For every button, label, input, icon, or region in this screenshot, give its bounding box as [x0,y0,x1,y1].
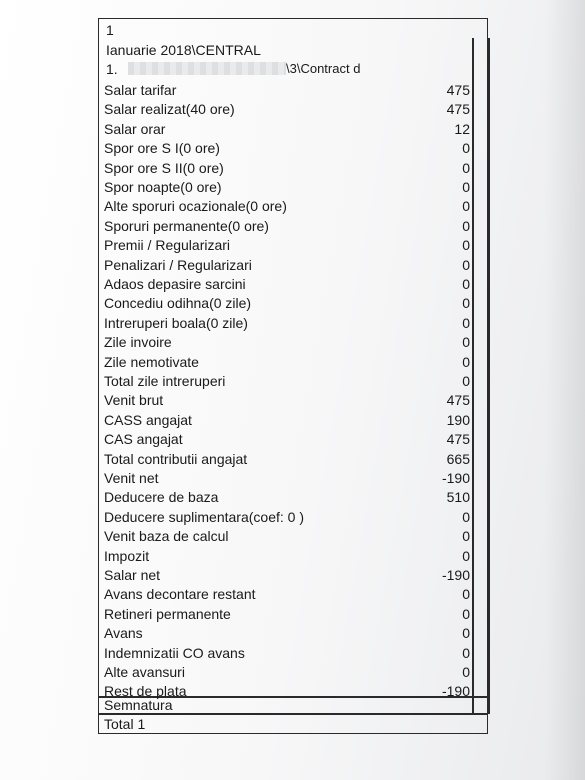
row-label: Avans [104,625,143,641]
row-value: 0 [462,237,470,253]
row-value: 190 [446,412,470,428]
row-value: -190 [441,567,470,583]
row-label: Alte sporuri ocazionale(0 ore) [104,198,287,214]
row-label: Salar orar [104,121,166,137]
row-value: 0 [462,509,470,525]
row-label: Spor ore S II(0 ore) [104,160,224,176]
row-label: CASS angajat [104,412,192,428]
row-value: 475 [446,101,470,117]
row-value: 475 [446,431,470,447]
row-label: Rest de plata [104,683,187,699]
row-value: 0 [462,528,470,544]
row-label: Concediu odihna(0 zile) [104,295,252,311]
row-label: Salar realizat(40 ore) [104,101,235,117]
row-value: -190 [441,683,470,699]
page-number: 1 [106,22,114,38]
row-value: 0 [462,664,470,680]
signature-label: Semnatura [104,697,173,713]
row-label: CAS angajat [104,431,183,447]
employee-prefix: 1. [106,61,118,77]
row-label: Deducere de baza [104,489,219,505]
row-value: 0 [462,625,470,641]
row-value: 0 [462,548,470,564]
row-label: Sporuri permanente(0 ore) [104,218,269,234]
row-value: 0 [462,315,470,331]
row-label: Impozit [104,548,150,564]
row-label: Deducere suplimentara(coef: 0 ) [104,509,304,525]
row-value: 0 [462,354,470,370]
row-label: Venit baza de calcul [104,528,229,544]
contract-reference: \3\Contract d [286,61,361,76]
row-value: 0 [462,257,470,273]
row-value: 0 [462,295,470,311]
row-value: 0 [462,218,470,234]
row-label: Adaos depasire sarcini [104,276,246,292]
row-label: Indemnizatii CO avans [104,645,245,661]
row-label: Intreruperi boala(0 zile) [104,315,248,331]
row-value: 0 [462,179,470,195]
row-label: Alte avansuri [104,664,185,680]
row-label: Venit brut [104,392,164,408]
row-value: 0 [462,140,470,156]
row-value: 0 [462,645,470,661]
row-label: Spor noapte(0 ore) [104,179,222,195]
row-label: Total contributii angajat [104,451,248,467]
row-value: -190 [441,470,470,486]
row-label: Spor ore S I(0 ore) [104,140,220,156]
row-value: 0 [462,373,470,389]
row-value: 510 [446,489,470,505]
row-label: Salar net [104,567,161,583]
row-value: 475 [446,392,470,408]
total-label: Total 1 [104,716,146,732]
paper-edge-shadow [545,0,585,780]
row-value: 0 [462,586,470,602]
row-label: Zile invoire [104,334,172,350]
row-label: Penalizari / Regularizari [104,257,252,273]
row-value: 0 [462,334,470,350]
row-label: Salar tarifar [104,82,177,98]
row-value: 665 [446,451,470,467]
value-column-divider [472,38,474,714]
row-value: 0 [462,276,470,292]
row-value: 0 [462,606,470,622]
row-label: Premii / Regularizari [104,237,231,253]
row-label: Total zile intreruperi [104,373,226,389]
row-label: Avans decontare restant [104,586,256,602]
row-value: 475 [446,82,470,98]
row-label: Retineri permanente [104,606,231,622]
total-top-rule [98,713,488,715]
row-value: 0 [462,160,470,176]
row-value: 12 [454,121,470,137]
period-location: Ianuarie 2018\CENTRAL [106,42,261,58]
row-value: 0 [462,198,470,214]
redacted-employee-name [128,62,286,75]
right-column-divider [488,38,490,714]
row-label: Zile nemotivate [104,354,199,370]
row-label: Venit net [104,470,159,486]
